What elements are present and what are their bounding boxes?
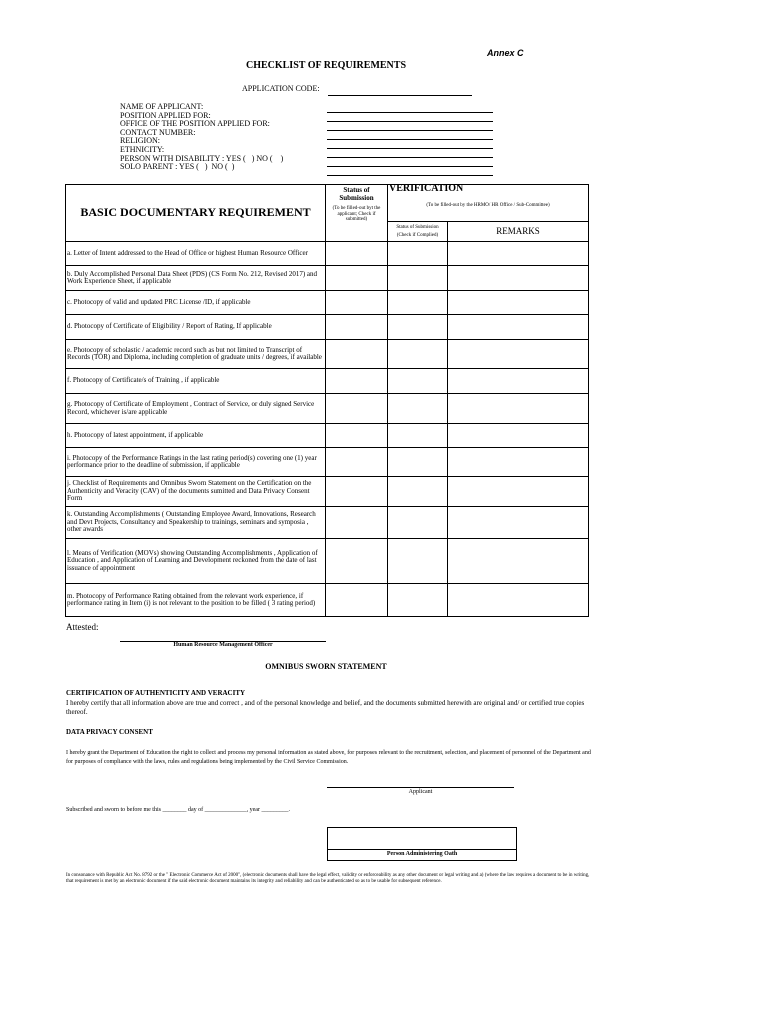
sworn-statement-line: Subscribed and sworn to before me this ________ day of ______________, year _________. bbox=[66, 807, 290, 813]
oath-label: Person Administering Oath bbox=[386, 851, 458, 857]
table-row bbox=[66, 369, 589, 394]
requirement-item: m. Photocopy of Performance Rating obtained from the relevant work experience, if performance rating in Item (i) is not relevant to the position to be filled ( 3 rating period) bbox=[66, 584, 326, 617]
status-header-label: Status of Submission bbox=[339, 186, 374, 202]
certification-text: I hereby certify that all information above are true and correct , and of the personal knowledge and belief, and the documents submitted herewith are original and/ or certified true copies thereof. bbox=[66, 699, 585, 716]
office-field-line[interactable] bbox=[327, 130, 493, 131]
data-privacy-heading: DATA PRIVACY CONSENT bbox=[66, 728, 153, 736]
field-solo-parent-label: SOLO PARENT : YES ( ) NO ( ) bbox=[120, 162, 235, 172]
remarks-cell[interactable] bbox=[448, 584, 589, 617]
remarks-cell[interactable] bbox=[448, 424, 589, 448]
verification-note: (To be filled-out by the HRMO/ HR Office / Sub-Committee) bbox=[426, 203, 550, 209]
hr-officer-label: Human Resource Management Officer bbox=[173, 642, 273, 648]
field-ethnicity-label: ETHNICITY: bbox=[120, 144, 165, 154]
field-position-label: POSITION APPLIED FOR: bbox=[120, 110, 211, 120]
contact-field-line[interactable] bbox=[327, 139, 493, 140]
requirement-item: g. Photocopy of Certificate of Employment , Contract of Service, or duly signed Service Record, whichever is/are applicable bbox=[66, 394, 326, 424]
field-office-label: OFFICE OF THE POSITION APPLIED FOR: bbox=[120, 119, 270, 129]
verification-status-cell[interactable] bbox=[388, 477, 448, 507]
table-row bbox=[66, 424, 589, 448]
remarks-cell[interactable] bbox=[448, 394, 589, 424]
field-religion-label: RELIGION: bbox=[120, 136, 160, 146]
table-row bbox=[66, 539, 589, 584]
status-cell[interactable] bbox=[326, 291, 388, 315]
requirements-table bbox=[65, 184, 589, 617]
status-cell[interactable] bbox=[326, 242, 388, 266]
annex-label: Annex C bbox=[487, 48, 524, 58]
requirement-item: i. Photocopy of the Performance Ratings in the last rating period(s) covering one (1) year performance prior to the deadline of submission, if applicable bbox=[66, 448, 326, 477]
status-cell[interactable] bbox=[326, 584, 388, 617]
requirement-item: c. Photocopy of valid and updated PRC License /ID, if applicable bbox=[66, 291, 326, 315]
status-cell[interactable] bbox=[326, 424, 388, 448]
status-cell[interactable] bbox=[326, 315, 388, 340]
verification-status-cell[interactable] bbox=[388, 448, 448, 477]
verification-status-cell[interactable] bbox=[388, 369, 448, 394]
requirement-item: b. Duly Accomplished Personal Data Sheet (PDS) (CS Form No. 212, Revised 2017) and Work Experience Sheet, if applicable bbox=[66, 266, 326, 291]
field-pwd-label: PERSON WITH DISABILITY : YES ( ) NO ( ) bbox=[120, 153, 284, 163]
requirement-item: e. Photocopy of scholastic / academic record such as but not limited to Transcript of Records (TOR) and Diploma, including completion of graduate units / degrees, if available bbox=[66, 340, 326, 369]
applicant-fields bbox=[120, 103, 283, 172]
requirement-column-header: BASIC DOCUMENTARY REQUIREMENT bbox=[66, 185, 326, 242]
status-column-header bbox=[326, 185, 388, 242]
applicant-signature-line[interactable] bbox=[327, 787, 514, 788]
verification-status-cell[interactable] bbox=[388, 507, 448, 539]
table-row bbox=[66, 477, 589, 507]
table-row bbox=[66, 315, 589, 340]
table-row bbox=[66, 291, 589, 315]
table-row bbox=[66, 242, 589, 266]
name-field-line[interactable] bbox=[327, 112, 493, 113]
remarks-cell[interactable] bbox=[448, 448, 589, 477]
application-code-label: APPLICATION CODE: bbox=[242, 84, 320, 93]
requirement-item: d. Photocopy of Certificate of Eligibility / Report of Rating, If applicable bbox=[66, 315, 326, 340]
status-cell[interactable] bbox=[326, 539, 388, 584]
page-title: CHECKLIST OF REQUIREMENTS bbox=[245, 60, 407, 71]
remarks-cell[interactable] bbox=[448, 369, 589, 394]
table-row bbox=[66, 507, 589, 539]
status-cell[interactable] bbox=[326, 266, 388, 291]
verification-status-cell[interactable] bbox=[388, 539, 448, 584]
verification-status-cell[interactable] bbox=[388, 584, 448, 617]
verification-status-cell[interactable] bbox=[388, 266, 448, 291]
verification-status-cell[interactable] bbox=[388, 315, 448, 340]
remarks-cell[interactable] bbox=[448, 477, 589, 507]
verification-status-cell[interactable] bbox=[388, 242, 448, 266]
verification-status-cell[interactable] bbox=[388, 394, 448, 424]
remarks-cell[interactable] bbox=[448, 507, 589, 539]
status-cell[interactable] bbox=[326, 477, 388, 507]
requirement-item: a. Letter of Intent addressed to the Head of Office or highest Human Resource Officer bbox=[66, 242, 326, 266]
certification-heading: CERTIFICATION OF AUTHENTICITY AND VERACITY bbox=[66, 689, 246, 697]
remarks-cell[interactable] bbox=[448, 242, 589, 266]
remarks-cell[interactable] bbox=[448, 315, 589, 340]
table-row bbox=[66, 394, 589, 424]
status-cell[interactable] bbox=[326, 448, 388, 477]
remarks-cell[interactable] bbox=[448, 340, 589, 369]
verification-status-cell[interactable] bbox=[388, 424, 448, 448]
solo-parent-field-line[interactable] bbox=[327, 175, 493, 176]
table-row bbox=[66, 340, 589, 369]
verification-status-cell[interactable] bbox=[388, 340, 448, 369]
attested-label: Attested: bbox=[66, 622, 99, 632]
remarks-cell[interactable] bbox=[448, 291, 589, 315]
remarks-cell[interactable] bbox=[448, 266, 589, 291]
status-header-note: (To be filled-out byt the applicant; Check if submitted) bbox=[332, 206, 381, 223]
status-cell[interactable] bbox=[326, 507, 388, 539]
table-row bbox=[66, 266, 589, 291]
pwd-field-line[interactable] bbox=[327, 166, 493, 167]
application-code-line[interactable] bbox=[328, 95, 472, 96]
religion-field-line[interactable] bbox=[327, 148, 493, 149]
status-cell[interactable] bbox=[326, 340, 388, 369]
data-privacy-text: I hereby grant the Department of Education the right to collect and process my personal information as stated above, for purposes relevant to the recruitment, selection, and placement of personnel of the Department and for purposes of compliance with the laws, rules and regulations being implemented by the Civil Service Commission. bbox=[66, 750, 591, 765]
remarks-header: REMARKS bbox=[448, 222, 589, 242]
omnibus-title: OMNIBUS SWORN STATEMENT bbox=[265, 662, 387, 671]
field-name-label: NAME OF APPLICANT: bbox=[120, 102, 204, 111]
field-contact-label: CONTACT NUMBER: bbox=[120, 127, 196, 137]
applicant-label: Applicant bbox=[408, 789, 433, 795]
requirement-item: l. Means of Verification (MOVs) showing Outstanding Accomplishments , Application of Education , and Application of Learning and Development reckoned from the date of last issuance of appointment bbox=[66, 539, 326, 584]
oath-box-divider bbox=[327, 849, 517, 850]
position-field-line[interactable] bbox=[327, 121, 493, 122]
requirement-item: j. Checklist of Requirements and Omnibus Sworn Statement on the Certification on the Authenticity and Veracity (CAV) of the documents sumitted and Data Privacy Consent Form bbox=[66, 477, 326, 507]
verification-header bbox=[388, 185, 589, 222]
verification-status-header: Status of Submission (Check if Complied) bbox=[388, 222, 448, 242]
footer-note: In consonance with Republic Act No. 8792 or the " Electronic Commerce Act of 2000", (electronic documents shall have the legal effect, validity or enforceability as any other document or legal writing and a) (where the law requires a document to be in writing, that requirement is met by an electronic document if the said electronic document maintains its integrity and reliability and can be authenticated so as to be usable for subsequent reference. bbox=[66, 873, 590, 884]
requirement-item: k. Outstanding Accomplishments ( Outstanding Employee Award, Innovations, Research and Devt Projects, Consultancy and Speakership to trainings, seminars and symposia , other awards bbox=[66, 507, 326, 539]
verification-title: VERIFICATION bbox=[389, 183, 464, 194]
table-row bbox=[66, 448, 589, 477]
ethnicity-field-line[interactable] bbox=[327, 157, 493, 158]
status-cell[interactable] bbox=[326, 369, 388, 394]
verification-status-cell[interactable] bbox=[388, 291, 448, 315]
requirement-item: h. Photocopy of latest appointment, if applicable bbox=[66, 424, 326, 448]
remarks-cell[interactable] bbox=[448, 539, 589, 584]
table-row bbox=[66, 584, 589, 617]
requirement-item: f. Photocopy of Certificate/s of Training , if applicable bbox=[66, 369, 326, 394]
status-cell[interactable] bbox=[326, 394, 388, 424]
